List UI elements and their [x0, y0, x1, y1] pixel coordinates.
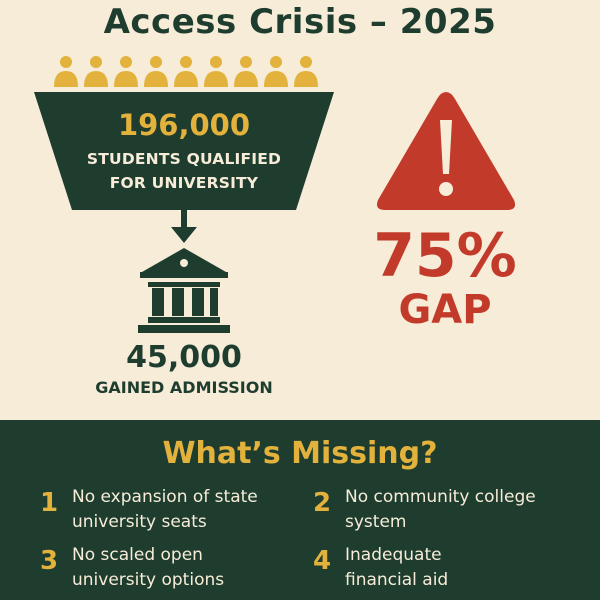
missing-item-line-2: financial aid [345, 570, 449, 590]
missing-item [313, 485, 583, 541]
missing-item-number: 3 [40, 546, 59, 576]
warning-icon [373, 88, 519, 214]
qualified-count: 196,000 [117, 108, 251, 142]
missing-item [313, 543, 583, 599]
missing-item-number: 1 [40, 488, 59, 518]
qualified-label-line-1: STUDENTS QUALIFIED [86, 150, 282, 168]
missing-item-line-2: system [345, 512, 407, 532]
gap-label: GAP [398, 287, 492, 333]
missing-title: What’s Missing? [162, 436, 438, 471]
missing-item-line-2: university options [72, 570, 225, 590]
qualified-label [74, 147, 294, 195]
people-icon [52, 53, 322, 87]
missing-item [40, 543, 310, 599]
page-title: Access Crisis – 2025 [103, 2, 497, 42]
missing-item-text [72, 485, 312, 535]
down-arrow-icon [168, 209, 200, 245]
missing-item-line-2: university seats [72, 512, 207, 532]
university-building-icon [134, 246, 234, 334]
missing-item-line-1: Inadequate [345, 545, 442, 565]
missing-item-text [345, 543, 585, 593]
missing-item [40, 485, 310, 541]
qualified-label-line-2: FOR UNIVERSITY [109, 174, 259, 192]
missing-item-line-1: No expansion of state [72, 487, 258, 507]
missing-item-text [72, 543, 312, 593]
gap-percent: 75% [373, 221, 517, 291]
admitted-label: GAINED ADMISSION [95, 378, 273, 397]
missing-item-text [345, 485, 585, 535]
missing-item-number: 4 [313, 546, 332, 576]
missing-item-line-1: No scaled open [72, 545, 203, 565]
missing-item-number: 2 [313, 488, 332, 518]
admitted-count: 45,000 [126, 340, 242, 375]
missing-item-line-1: No community college [345, 487, 536, 507]
